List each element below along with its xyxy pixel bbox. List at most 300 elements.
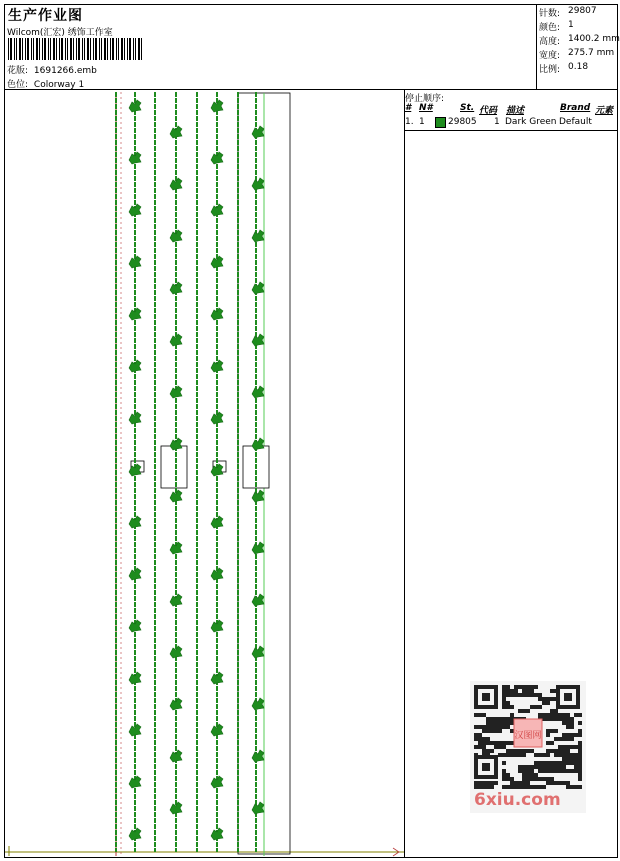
qr-cell bbox=[490, 749, 494, 753]
qr-cell bbox=[574, 745, 578, 749]
qr-cell bbox=[550, 717, 554, 721]
qr-cell bbox=[490, 741, 494, 745]
qr-cell bbox=[542, 717, 546, 721]
stat-colors bbox=[539, 20, 574, 33]
qr-cell bbox=[498, 741, 502, 745]
qr-cell bbox=[550, 741, 554, 745]
qr-cell bbox=[562, 733, 566, 737]
qr-cell bbox=[542, 765, 546, 769]
qr-cell bbox=[510, 741, 514, 745]
qr-cell bbox=[486, 785, 490, 789]
barcode-bar bbox=[50, 38, 51, 60]
qr-cell bbox=[578, 773, 582, 777]
barcode-bar bbox=[107, 38, 108, 60]
qr-cell bbox=[506, 705, 510, 709]
qr-cell bbox=[530, 777, 534, 781]
barcode-bar bbox=[36, 38, 38, 60]
worksheet-title: 生产作业图 bbox=[8, 8, 83, 24]
qr-cell bbox=[538, 765, 542, 769]
colorway-row bbox=[7, 77, 84, 90]
qr-cell bbox=[502, 705, 506, 709]
stat-value: 0.18 bbox=[568, 62, 589, 72]
qr-finder-core bbox=[482, 693, 490, 701]
qr-cell bbox=[526, 777, 530, 781]
qr-cell bbox=[550, 729, 554, 733]
qr-cell bbox=[546, 701, 550, 705]
column-needle: N# bbox=[419, 103, 433, 113]
qr-cell bbox=[506, 689, 510, 693]
qr-cell bbox=[562, 761, 566, 765]
qr-cell bbox=[522, 765, 526, 769]
qr-cell bbox=[562, 753, 566, 757]
barcode-bar bbox=[70, 38, 72, 60]
column-stitches: St. bbox=[460, 103, 475, 113]
design-file-row bbox=[7, 63, 97, 76]
qr-cell bbox=[554, 717, 558, 721]
qr-cell bbox=[490, 785, 494, 789]
qr-cell bbox=[506, 701, 510, 705]
qr-cell bbox=[562, 713, 566, 717]
qr-cell bbox=[486, 721, 490, 725]
qr-cell bbox=[482, 745, 486, 749]
stat-label: 比例: bbox=[539, 65, 561, 75]
qr-cell bbox=[538, 777, 542, 781]
barcode-bar bbox=[129, 38, 131, 60]
qr-cell bbox=[566, 785, 570, 789]
leaf-motif bbox=[252, 646, 264, 658]
qr-cell bbox=[546, 697, 550, 701]
leaf-motif bbox=[252, 802, 264, 814]
stat-width bbox=[539, 48, 615, 61]
qr-cell bbox=[546, 733, 550, 737]
qr-cell bbox=[574, 713, 578, 717]
qr-cell bbox=[502, 693, 506, 697]
barcode-bar bbox=[42, 38, 43, 60]
qr-cell bbox=[550, 709, 554, 713]
qr-cell bbox=[566, 749, 570, 753]
qr-cell bbox=[566, 721, 570, 725]
barcode-bar bbox=[22, 38, 23, 60]
qr-cell bbox=[478, 745, 482, 749]
qr-cell bbox=[514, 689, 518, 693]
qr-cell bbox=[522, 709, 526, 713]
stat-value: 29807 bbox=[568, 6, 597, 16]
barcode-bar bbox=[78, 38, 80, 60]
barcode-bar bbox=[84, 38, 85, 60]
leaf-motif bbox=[252, 698, 264, 710]
design-file-value: 1691266.emb bbox=[33, 66, 97, 76]
leaf-motif bbox=[211, 360, 223, 372]
qr-cell bbox=[494, 729, 498, 733]
barcode-bar bbox=[124, 38, 125, 60]
qr-cell bbox=[570, 721, 574, 725]
qr-cell bbox=[498, 725, 502, 729]
qr-cell bbox=[482, 741, 486, 745]
qr-cell bbox=[510, 693, 514, 697]
barcode-bar bbox=[67, 38, 68, 60]
qr-cell bbox=[558, 737, 562, 741]
qr-cell bbox=[486, 781, 490, 785]
qr-cell bbox=[538, 761, 542, 765]
qr-cell bbox=[530, 705, 534, 709]
qr-cell bbox=[558, 713, 562, 717]
qr-cell bbox=[506, 777, 510, 781]
qr-cell bbox=[482, 737, 486, 741]
barcode-bar bbox=[76, 38, 77, 60]
qr-cell bbox=[550, 777, 554, 781]
leaf-motif bbox=[252, 334, 264, 346]
barcode-bar bbox=[25, 38, 26, 60]
company-name: Wilcom(汇宏) 绣饰工作室 bbox=[7, 28, 113, 38]
qr-cell bbox=[566, 757, 570, 761]
stop-sequence-title: 停止顺序: bbox=[405, 94, 445, 104]
qr-cell bbox=[478, 741, 482, 745]
qr-cell bbox=[530, 685, 534, 689]
qr-cell bbox=[554, 769, 558, 773]
qr-cell bbox=[494, 741, 498, 745]
qr-cell bbox=[530, 785, 534, 789]
barcode-bar bbox=[93, 38, 94, 60]
qr-cell bbox=[474, 745, 478, 749]
qr-cell bbox=[578, 749, 582, 753]
leaf-motif bbox=[252, 438, 264, 450]
qr-cell bbox=[570, 745, 574, 749]
qr-cell bbox=[578, 765, 582, 769]
qr-cell bbox=[506, 785, 510, 789]
qr-cell bbox=[578, 729, 582, 733]
qr-cell bbox=[506, 717, 510, 721]
qr-cell bbox=[542, 713, 546, 717]
qr-cell bbox=[562, 717, 566, 721]
qr-cell bbox=[486, 725, 490, 729]
leaf-motif bbox=[170, 438, 182, 450]
barcode-bar bbox=[65, 38, 66, 60]
leaf-motif bbox=[252, 126, 264, 138]
qr-cell bbox=[578, 741, 582, 745]
qr-cell bbox=[526, 709, 530, 713]
qr-cell bbox=[506, 749, 510, 753]
qr-cell bbox=[530, 765, 534, 769]
qr-cell bbox=[542, 701, 546, 705]
row-brand: Default bbox=[559, 117, 592, 127]
qr-cell bbox=[522, 685, 526, 689]
qr-cell bbox=[546, 717, 550, 721]
qr-cell bbox=[502, 773, 506, 777]
qr-cell bbox=[558, 765, 562, 769]
qr-cell bbox=[538, 693, 542, 697]
qr-cell bbox=[562, 781, 566, 785]
barcode-bar bbox=[135, 38, 136, 60]
row-description: Dark Green bbox=[505, 117, 557, 127]
qr-cell bbox=[526, 769, 530, 773]
leaf-motif bbox=[211, 204, 223, 216]
column-index: # bbox=[405, 103, 412, 113]
qr-cell bbox=[486, 737, 490, 741]
qr-cell bbox=[570, 725, 574, 729]
qr-cell bbox=[550, 765, 554, 769]
barcode-bar bbox=[56, 38, 57, 60]
qr-cell bbox=[490, 781, 494, 785]
qr-cell bbox=[526, 781, 530, 785]
qr-cell bbox=[558, 753, 562, 757]
leaf-motif bbox=[252, 750, 264, 762]
qr-cell bbox=[578, 745, 582, 749]
qr-cell bbox=[542, 769, 546, 773]
leaf-motif bbox=[170, 282, 182, 294]
qr-cell bbox=[566, 725, 570, 729]
qr-cell bbox=[514, 749, 518, 753]
qr-cell bbox=[518, 785, 522, 789]
qr-cell bbox=[482, 725, 486, 729]
qr-cell bbox=[498, 753, 502, 757]
qr-cell bbox=[490, 725, 494, 729]
qr-cell bbox=[542, 761, 546, 765]
leaf-motif bbox=[252, 386, 264, 398]
qr-cell bbox=[526, 785, 530, 789]
qr-cell bbox=[490, 721, 494, 725]
barcode-bar bbox=[14, 38, 15, 60]
qr-cell bbox=[562, 745, 566, 749]
qr-cell bbox=[482, 729, 486, 733]
stat-height bbox=[539, 34, 620, 47]
thread-color-swatch bbox=[435, 117, 446, 128]
row-code: 1 bbox=[494, 117, 500, 127]
qr-cell bbox=[514, 781, 518, 785]
stat-label: 颜色: bbox=[539, 23, 561, 33]
leaf-motif bbox=[252, 490, 264, 502]
qr-cell bbox=[510, 717, 514, 721]
qr-cell bbox=[566, 781, 570, 785]
qr-cell bbox=[530, 749, 534, 753]
barcode-bar bbox=[44, 38, 46, 60]
barcode-bar bbox=[133, 38, 134, 60]
qr-cell bbox=[574, 769, 578, 773]
qr-cell bbox=[522, 693, 526, 697]
qr-cell bbox=[558, 769, 562, 773]
barcode-bar bbox=[16, 38, 17, 60]
qr-cell bbox=[546, 777, 550, 781]
qr-cell bbox=[562, 765, 566, 769]
qr-cell bbox=[482, 749, 486, 753]
design-preview bbox=[5, 90, 405, 857]
leaf-motif bbox=[252, 230, 264, 242]
qr-cell bbox=[546, 741, 550, 745]
leaf-motif bbox=[170, 594, 182, 606]
qr-cell bbox=[498, 721, 502, 725]
qr-cell bbox=[578, 785, 582, 789]
qr-cell bbox=[506, 753, 510, 757]
qr-cell bbox=[542, 777, 546, 781]
qr-cell bbox=[502, 725, 506, 729]
qr-cell bbox=[538, 713, 542, 717]
qr-cell bbox=[562, 757, 566, 761]
qr-cell bbox=[570, 717, 574, 721]
qr-cell bbox=[486, 717, 490, 721]
qr-cell bbox=[502, 777, 506, 781]
embroidery-preview-svg bbox=[5, 90, 404, 857]
barcode-bar bbox=[33, 38, 34, 60]
qr-cell bbox=[514, 753, 518, 757]
qr-cell bbox=[510, 713, 514, 717]
qr-cell bbox=[578, 721, 582, 725]
stat-label: 宽度: bbox=[539, 51, 561, 61]
qr-cell bbox=[578, 777, 582, 781]
qr-cell bbox=[478, 725, 482, 729]
qr-cell bbox=[482, 781, 486, 785]
stat-scale bbox=[539, 62, 589, 75]
leaf-motif bbox=[211, 672, 223, 684]
qr-cell bbox=[542, 753, 546, 757]
qr-cell bbox=[566, 737, 570, 741]
qr-cell bbox=[530, 773, 534, 777]
qr-cell bbox=[534, 785, 538, 789]
qr-cell bbox=[546, 749, 550, 753]
qr-cell bbox=[510, 749, 514, 753]
qr-cell bbox=[494, 781, 498, 785]
qr-cell bbox=[546, 769, 550, 773]
qr-cell bbox=[478, 713, 482, 717]
qr-cell bbox=[502, 721, 506, 725]
barcode-bar bbox=[48, 38, 49, 60]
leaf-motif bbox=[252, 594, 264, 606]
qr-cell bbox=[502, 769, 506, 773]
barcode-bar bbox=[87, 38, 89, 60]
leaf-motif bbox=[252, 542, 264, 554]
qr-cell bbox=[534, 765, 538, 769]
qr-cell bbox=[558, 745, 562, 749]
qr-cell bbox=[570, 769, 574, 773]
qr-cell bbox=[502, 697, 506, 701]
qr-cell bbox=[550, 781, 554, 785]
table-divider bbox=[405, 130, 617, 131]
barcode-bar bbox=[116, 38, 117, 60]
barcode-bar bbox=[61, 38, 63, 60]
qr-cell bbox=[538, 769, 542, 773]
qr-cell bbox=[518, 693, 522, 697]
qr-cell bbox=[494, 717, 498, 721]
barcode-bar bbox=[90, 38, 91, 60]
barcode-bar bbox=[104, 38, 106, 60]
qr-cell bbox=[522, 785, 526, 789]
qr-cell bbox=[566, 733, 570, 737]
qr-cell bbox=[554, 761, 558, 765]
qr-cell bbox=[518, 749, 522, 753]
row-index: 1. bbox=[405, 117, 414, 127]
leaf-motif bbox=[252, 282, 264, 294]
barcode-bar bbox=[10, 38, 12, 60]
qr-cell bbox=[562, 769, 566, 773]
column-description: 描述 bbox=[506, 106, 525, 116]
qr-cell bbox=[518, 685, 522, 689]
qr-cell bbox=[502, 685, 506, 689]
stat-label: 针数: bbox=[539, 9, 561, 19]
qr-finder-core bbox=[482, 763, 490, 771]
qr-cell bbox=[506, 741, 510, 745]
qr-cell bbox=[534, 777, 538, 781]
qr-cell bbox=[554, 737, 558, 741]
qr-cell bbox=[538, 753, 542, 757]
qr-cell bbox=[522, 689, 526, 693]
qr-cell bbox=[562, 721, 566, 725]
qr-cell bbox=[518, 769, 522, 773]
qr-cell bbox=[502, 717, 506, 721]
barcode-bar bbox=[8, 38, 9, 60]
qr-cell bbox=[546, 765, 550, 769]
qr-cell bbox=[474, 785, 478, 789]
qr-cell bbox=[538, 697, 542, 701]
stat-stitches bbox=[539, 6, 597, 19]
qr-cell bbox=[522, 753, 526, 757]
qr-cell bbox=[502, 785, 506, 789]
qr-cell bbox=[570, 785, 574, 789]
qr-cell bbox=[526, 749, 530, 753]
qr-cell bbox=[570, 757, 574, 761]
qr-cell bbox=[510, 781, 514, 785]
qr-cell bbox=[526, 693, 530, 697]
barcode-bar bbox=[39, 38, 40, 60]
worksheet-header bbox=[5, 5, 620, 90]
qr-cell bbox=[494, 745, 498, 749]
qr-cell bbox=[526, 773, 530, 777]
qr-cell bbox=[510, 785, 514, 789]
barcode-bar bbox=[118, 38, 119, 60]
qr-cell bbox=[510, 753, 514, 757]
qr-cell bbox=[574, 753, 578, 757]
barcode-bar bbox=[59, 38, 60, 60]
qr-cell bbox=[534, 693, 538, 697]
barcode-bar bbox=[101, 38, 102, 60]
qr-cell bbox=[538, 785, 542, 789]
qr-cell bbox=[518, 781, 522, 785]
qr-cell bbox=[486, 729, 490, 733]
qr-cell bbox=[498, 745, 502, 749]
qr-cell bbox=[474, 737, 478, 741]
qr-cell bbox=[546, 761, 550, 765]
qr-cell bbox=[566, 769, 570, 773]
qr-cell bbox=[558, 749, 562, 753]
barcode-bar bbox=[110, 38, 111, 60]
barcode-bar bbox=[141, 38, 142, 60]
leaf-motif bbox=[129, 672, 141, 684]
qr-cell bbox=[550, 689, 554, 693]
qr-cell bbox=[578, 733, 582, 737]
qr-cell bbox=[554, 713, 558, 717]
qr-cell bbox=[550, 769, 554, 773]
qr-cell bbox=[506, 685, 510, 689]
qr-cell bbox=[530, 693, 534, 697]
leaf-motif bbox=[170, 126, 182, 138]
design-stats bbox=[536, 5, 618, 89]
barcode-bar bbox=[19, 38, 21, 60]
qr-cell bbox=[578, 753, 582, 757]
leaf-motif bbox=[129, 516, 141, 528]
qr-cell bbox=[478, 785, 482, 789]
row-stitches: 29805 bbox=[448, 117, 477, 127]
column-brand: Brand bbox=[560, 103, 591, 113]
qr-cell bbox=[482, 785, 486, 789]
qr-cell bbox=[570, 733, 574, 737]
qr-cell bbox=[498, 729, 502, 733]
qr-cell bbox=[510, 721, 514, 725]
barcode-bar bbox=[27, 38, 29, 60]
qr-cell bbox=[550, 749, 554, 753]
leaf-motif bbox=[211, 828, 223, 840]
stat-label: 高度: bbox=[539, 37, 561, 47]
qr-cell bbox=[526, 689, 530, 693]
column-element: 元素 bbox=[595, 106, 614, 116]
qr-cell bbox=[534, 705, 538, 709]
qr-cell bbox=[514, 693, 518, 697]
